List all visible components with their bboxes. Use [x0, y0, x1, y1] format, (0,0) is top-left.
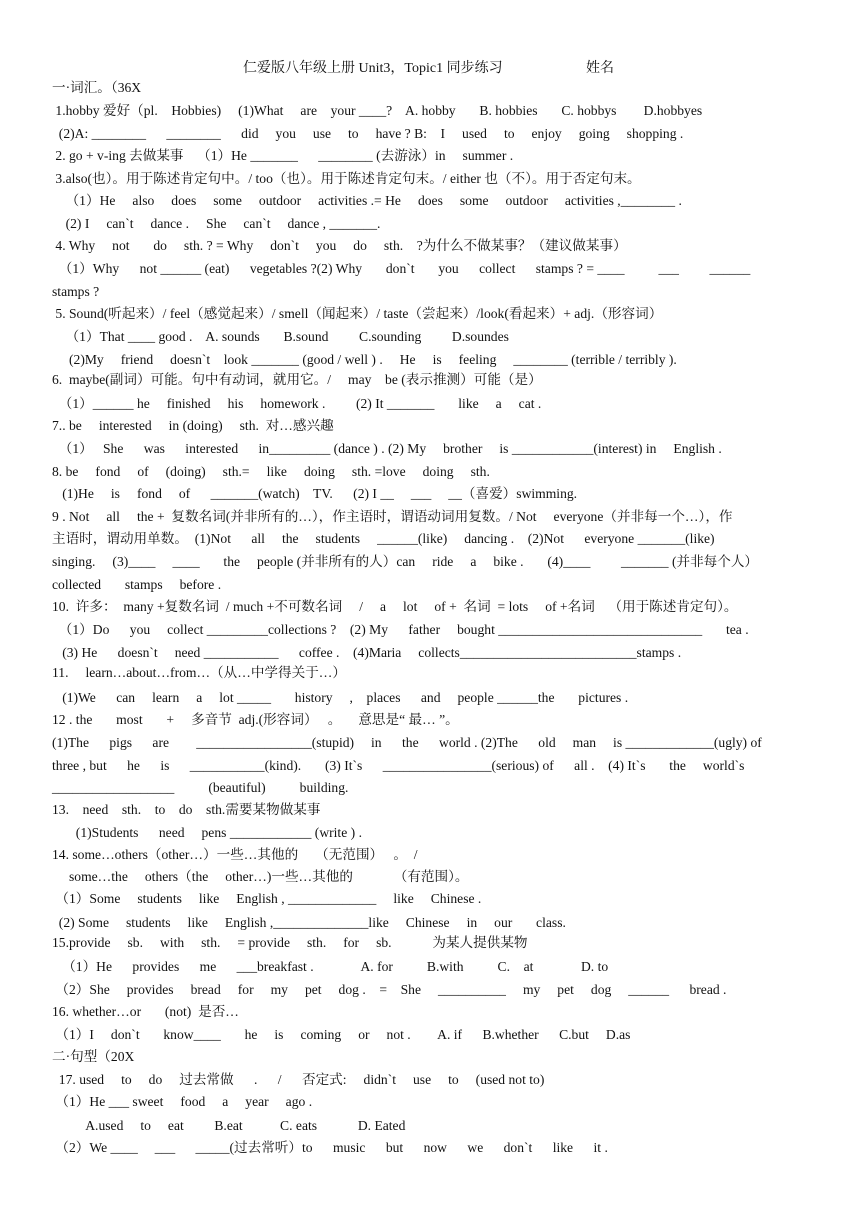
- text-line: 7.. be interested in (doing) sth. 对…感兴趣: [52, 418, 334, 433]
- text-line: 9 . Not all the + 复数名词(并非所有的…），作主语时，谓语动词用复数。/ Not everyone（并非每一个…），作: [52, 509, 733, 524]
- text-line: （1）He also does some outdoor activities .= He does some outdoor activities ,________ .: [52, 193, 682, 208]
- text-line: （1）______ he finished his homework . (2) It _______ like a cat .: [52, 396, 542, 411]
- text-line: （1）I don`t know____ he is coming or not . A. if B.whether C.but D.as: [52, 1027, 631, 1042]
- text-line: three , but he is ___________(kind). (3) It`s ________________(serious) of all . (4) It`s the world`s: [52, 758, 745, 773]
- text-line: 二·句型（20X: [52, 1049, 135, 1064]
- text-line: 13. need sth. to do sth.需要某物做某事: [52, 802, 321, 817]
- text-line: (1)Students need pens ____________ (write ) .: [52, 825, 362, 840]
- text-line: some…the others（the other…)一些…其他的 （有范围）。: [52, 869, 469, 884]
- page-title: 仁爱版八年级上册 Unit3，Topic1 同步练习: [243, 61, 503, 76]
- text-line: __________________ (beautiful) building.: [52, 780, 349, 795]
- text-line: 1.hobby 爱好（pl. Hobbies) (1)What are your ____? A. hobby B. hobbies C. hobbys D.hobbyes: [52, 103, 703, 118]
- text-line: (2)My friend doesn`t look _______ (good / well ) . He is feeling ________ (terrible / terribly ).: [52, 352, 677, 367]
- text-line: （1）He provides me ___breakfast . A. for B.with C. at D. to: [52, 959, 609, 974]
- text-line: （2）She provides bread for my pet dog . = She __________ my pet dog ______ bread .: [52, 982, 727, 997]
- text-line: 2. go + v-ing 去做某事 （1）He _______ ________ (去游泳）in summer .: [52, 148, 514, 163]
- text-line: 6. maybe(副词）可能。句中有动词，就用它。/ may be (表示推测）可能（是）: [52, 372, 542, 387]
- text-line: 12 . the most + 多音节 adj.(形容词） 。 意思是“ 最… ”。: [52, 712, 459, 727]
- text-line: stamps ?: [52, 284, 100, 299]
- text-line: 14. some…others（other…）一些…其他的 （无范围） 。 /: [52, 847, 418, 862]
- text-line: （1）Do you collect _________collections ? (2) My father bought ______________________________ tea .: [52, 622, 749, 637]
- text-line: （1）Some students like English , _____________ like Chinese .: [52, 891, 482, 906]
- text-line: (1)We can learn a lot _____ history , places and people ______the pictures .: [52, 690, 629, 705]
- text-line: （1） She was interested in_________ (dance ) . (2) My brother is ____________(interest) in English .: [52, 441, 722, 456]
- text-line: 主语时，谓动用单数。 (1)Not all the students ______(like) dancing . (2)Not everyone _______(like): [52, 531, 715, 546]
- text-line: 一·词汇。（36X: [52, 80, 142, 95]
- text-line: （1）That ____ good . A. sounds B.sound C.sounding D.soundes: [52, 329, 509, 344]
- text-line: (1)He is fond of _______(watch) TV. (2) I __ ___ __（喜爱）swimming.: [52, 486, 578, 501]
- text-line: (2) Some students like English ,______________like Chinese in our class.: [52, 915, 566, 930]
- text-line: (2)A: ________ ________ did you use to have ? B: I used to enjoy going shopping .: [52, 126, 684, 141]
- text-line: A.used to eat B.eat C. eats D. Eated: [52, 1118, 406, 1133]
- text-line: (3) He doesn`t need ___________ coffee . (4)Maria collects__________________________stamps .: [52, 645, 682, 660]
- text-line: 10. 许多： many +复数名词 / much +不可数名词 / a lot of + 名词 = lots of +名词 （用于陈述肯定句）。: [52, 599, 738, 614]
- text-line: (1)The pigs are _________________(stupid) in the world . (2)The old man is _____________(ugly) of: [52, 735, 762, 750]
- text-line: 15.provide sb. with sth. = provide sth. for sb. 为某人提供某物: [52, 935, 528, 950]
- text-line: 16. whether…or (not) 是否…: [52, 1004, 239, 1019]
- text-line: 8. be fond of (doing) sth.= like doing sth. =love doing sth.: [52, 464, 490, 479]
- text-line: 11. learn…about…from…（从…中学得关于…）: [52, 665, 346, 680]
- text-line: 4. Why not do sth. ? = Why don`t you do sth. ?为什么不做某事？（建议做某事）: [52, 238, 627, 253]
- text-line: singing. (3)____ ____ the people (并非所有的人）can ride a bike . (4)____ _______ (并非每个人）: [52, 554, 759, 569]
- text-line: （1）Why not ______ (eat) vegetables ?(2) Why don`t you collect stamps ? = ____ ___ ______: [52, 261, 751, 276]
- text-line: 3.also(也）。用于陈述肯定句中。/ too（也）。用于陈述肯定句末。/ either 也（不）。用于否定句末。: [52, 171, 641, 186]
- text-line: 17. used to do 过去常做 . / 否定式: didn`t use to (used not to): [52, 1072, 545, 1087]
- name-label: 姓名: [586, 61, 614, 76]
- text-line: (2) I can`t dance . She can`t dance , _______.: [52, 216, 381, 231]
- text-line: （2）We ____ ___ _____(过去常听）to music but now we don`t like it .: [52, 1140, 608, 1155]
- text-line: collected stamps before .: [52, 577, 222, 592]
- text-line: （1）He ___ sweet food a year ago .: [52, 1094, 313, 1109]
- text-line: 5. Sound(听起来）/ feel（感觉起来）/ smell（闻起来）/ taste（尝起来）/look(看起来）+ adj.（形容词）: [52, 306, 663, 321]
